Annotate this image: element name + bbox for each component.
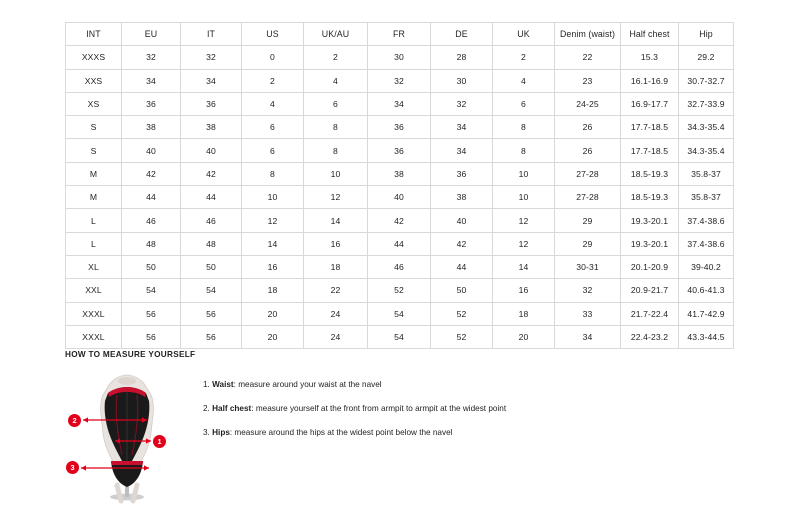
cell-de: 28 [431,46,493,69]
cell-hip: 29.2 [679,46,734,69]
cell-half-chest: 20.9-21.7 [621,279,679,302]
cell-it: 56 [181,302,242,325]
cell-denim-waist: 29 [555,232,621,255]
cell-int: M [66,186,122,209]
cell-denim-waist: 32 [555,279,621,302]
cell-it: 32 [181,46,242,69]
measure-note-term: Waist [212,380,234,389]
cell-denim-waist: 29 [555,209,621,232]
cell-us: 6 [242,116,304,139]
cell-uk: 18 [493,302,555,325]
cell-hip: 39-40.2 [679,255,734,278]
cell-it: 42 [181,162,242,185]
cell-uk: 20 [493,325,555,348]
table-row [66,186,734,209]
cell-it: 50 [181,255,242,278]
cell-half-chest: 18.5-19.3 [621,162,679,185]
cell-fr: 36 [368,139,431,162]
cell-eu: 38 [122,116,181,139]
cell-eu: 54 [122,279,181,302]
cell-uk-au: 8 [304,139,368,162]
cell-it: 56 [181,325,242,348]
cell-int: L [66,232,122,255]
measure-instructions [203,369,506,451]
cell-eu: 46 [122,209,181,232]
cell-de: 52 [431,302,493,325]
cell-uk: 16 [493,279,555,302]
cell-uk: 4 [493,69,555,92]
measure-badge-3: 3 [66,461,79,474]
cell-us: 16 [242,255,304,278]
cell-half-chest: 16.1-16.9 [621,69,679,92]
table-row [66,162,734,185]
cell-eu: 44 [122,186,181,209]
measure-note-hips [203,427,506,438]
cell-us: 4 [242,92,304,115]
table-row [66,92,734,115]
cell-de: 34 [431,116,493,139]
cell-denim-waist: 22 [555,46,621,69]
cell-denim-waist: 23 [555,69,621,92]
table-body [66,46,734,349]
table-row [66,69,734,92]
cell-half-chest: 16.9-17.7 [621,92,679,115]
cell-int: XXL [66,279,122,302]
cell-uk-au: 18 [304,255,368,278]
how-to-measure-body [65,369,745,504]
cell-uk: 12 [493,209,555,232]
cell-eu: 56 [122,302,181,325]
how-to-measure-title: HOW TO MEASURE YOURSELF [65,350,196,359]
cell-denim-waist: 27-28 [555,186,621,209]
cell-uk: 14 [493,255,555,278]
cell-eu: 56 [122,325,181,348]
cell-int: XXS [66,69,122,92]
cell-de: 34 [431,139,493,162]
column-header-de: DE [431,23,493,46]
cell-int: XXXL [66,302,122,325]
cell-uk: 8 [493,116,555,139]
table-row [66,302,734,325]
cell-int: S [66,139,122,162]
cell-de: 50 [431,279,493,302]
cell-uk-au: 10 [304,162,368,185]
cell-hip: 41.7-42.9 [679,302,734,325]
table-row [66,139,734,162]
cell-hip: 32.7-33.9 [679,92,734,115]
cell-de: 42 [431,232,493,255]
cell-eu: 32 [122,46,181,69]
cell-hip: 34.3-35.4 [679,139,734,162]
cell-fr: 36 [368,116,431,139]
table-row [66,255,734,278]
cell-int: L [66,209,122,232]
column-header-eu: EU [122,23,181,46]
cell-denim-waist: 33 [555,302,621,325]
cell-it: 46 [181,209,242,232]
cell-denim-waist: 26 [555,139,621,162]
measure-note-half-chest [203,403,506,414]
measure-badge-1: 1 [153,435,166,448]
mannequin-illustration [65,369,185,504]
cell-eu: 40 [122,139,181,162]
cell-us: 14 [242,232,304,255]
cell-fr: 44 [368,232,431,255]
cell-fr: 30 [368,46,431,69]
cell-eu: 34 [122,69,181,92]
cell-int: XL [66,255,122,278]
column-header-denim-waist: Denim (waist) [555,23,621,46]
cell-fr: 54 [368,302,431,325]
cell-de: 38 [431,186,493,209]
cell-half-chest: 19.3-20.1 [621,232,679,255]
cell-denim-waist: 27-28 [555,162,621,185]
cell-it: 40 [181,139,242,162]
cell-fr: 52 [368,279,431,302]
cell-de: 40 [431,209,493,232]
cell-eu: 48 [122,232,181,255]
cell-de: 32 [431,92,493,115]
cell-us: 20 [242,325,304,348]
cell-hip: 30.7-32.7 [679,69,734,92]
cell-hip: 37.4-38.6 [679,232,734,255]
cell-uk: 12 [493,232,555,255]
cell-us: 2 [242,69,304,92]
cell-uk-au: 14 [304,209,368,232]
measure-note-text: : measure yourself at the front from armpit to armpit at the widest point [251,404,507,414]
cell-hip: 40.6-41.3 [679,279,734,302]
cell-half-chest: 15.3 [621,46,679,69]
column-header-fr: FR [368,23,431,46]
cell-us: 10 [242,186,304,209]
cell-uk: 6 [493,92,555,115]
cell-it: 38 [181,116,242,139]
cell-fr: 32 [368,69,431,92]
cell-uk: 8 [493,139,555,162]
cell-it: 44 [181,186,242,209]
cell-int: XS [66,92,122,115]
cell-fr: 40 [368,186,431,209]
cell-us: 6 [242,139,304,162]
cell-fr: 38 [368,162,431,185]
cell-half-chest: 19.3-20.1 [621,209,679,232]
cell-de: 52 [431,325,493,348]
cell-it: 48 [181,232,242,255]
measure-note-term: Hips [212,428,230,438]
column-header-uk: UK [493,23,555,46]
cell-eu: 36 [122,92,181,115]
column-header-it: IT [181,23,242,46]
measure-note-number: 2. [203,404,210,414]
cell-us: 0 [242,46,304,69]
table-row [66,279,734,302]
cell-fr: 46 [368,255,431,278]
table-row [66,325,734,348]
cell-uk-au: 8 [304,116,368,139]
cell-half-chest: 21.7-22.4 [621,302,679,325]
table-row [66,232,734,255]
cell-eu: 50 [122,255,181,278]
cell-uk-au: 4 [304,69,368,92]
cell-fr: 34 [368,92,431,115]
cell-denim-waist: 34 [555,325,621,348]
cell-eu: 42 [122,162,181,185]
cell-uk-au: 6 [304,92,368,115]
cell-hip: 43.3-44.5 [679,325,734,348]
table-header [66,23,734,46]
cell-int: S [66,116,122,139]
cell-half-chest: 20.1-20.9 [621,255,679,278]
cell-int: M [66,162,122,185]
cell-fr: 54 [368,325,431,348]
cell-hip: 35.8-37 [679,186,734,209]
size-conversion-table [65,22,734,349]
measure-note-number: 3. [203,428,210,438]
cell-half-chest: 17.7-18.5 [621,139,679,162]
table-row [66,209,734,232]
cell-denim-waist: 30-31 [555,255,621,278]
measure-note-number: 1. [203,380,210,389]
measure-note-term: Half chest [212,404,252,414]
cell-de: 44 [431,255,493,278]
cell-hip: 37.4-38.6 [679,209,734,232]
table-row [66,116,734,139]
cell-de: 36 [431,162,493,185]
size-table-container [65,22,733,349]
measure-note-text: : measure around your waist at the navel [233,380,382,389]
cell-half-chest: 22.4-23.2 [621,325,679,348]
cell-it: 34 [181,69,242,92]
cell-us: 8 [242,162,304,185]
cell-it: 54 [181,279,242,302]
cell-us: 12 [242,209,304,232]
column-header-hip: Hip [679,23,734,46]
mannequin-svg [65,369,185,504]
cell-uk-au: 24 [304,325,368,348]
cell-hip: 34.3-35.4 [679,116,734,139]
table-row [66,46,734,69]
cell-uk: 10 [493,162,555,185]
cell-uk-au: 24 [304,302,368,325]
column-header-half-chest: Half chest [621,23,679,46]
how-to-measure-section [65,350,745,504]
measure-note-waist [203,379,506,390]
cell-half-chest: 17.7-18.5 [621,116,679,139]
cell-uk-au: 22 [304,279,368,302]
cell-us: 20 [242,302,304,325]
cell-denim-waist: 24-25 [555,92,621,115]
measure-note-text: : measure around the hips at the widest point below the navel [229,428,453,438]
cell-hip: 35.8-37 [679,162,734,185]
cell-it: 36 [181,92,242,115]
table-header-row [66,23,734,46]
cell-uk-au: 2 [304,46,368,69]
cell-uk-au: 12 [304,186,368,209]
cell-fr: 42 [368,209,431,232]
cell-int: XXXS [66,46,122,69]
cell-uk-au: 16 [304,232,368,255]
measure-badge-2: 2 [68,414,81,427]
cell-us: 18 [242,279,304,302]
cell-half-chest: 18.5-19.3 [621,186,679,209]
column-header-int: INT [66,23,122,46]
cell-denim-waist: 26 [555,116,621,139]
cell-uk: 10 [493,186,555,209]
column-header-uk-au: UK/AU [304,23,368,46]
cell-de: 30 [431,69,493,92]
column-header-us: US [242,23,304,46]
cell-int: XXXL [66,325,122,348]
cell-uk: 2 [493,46,555,69]
